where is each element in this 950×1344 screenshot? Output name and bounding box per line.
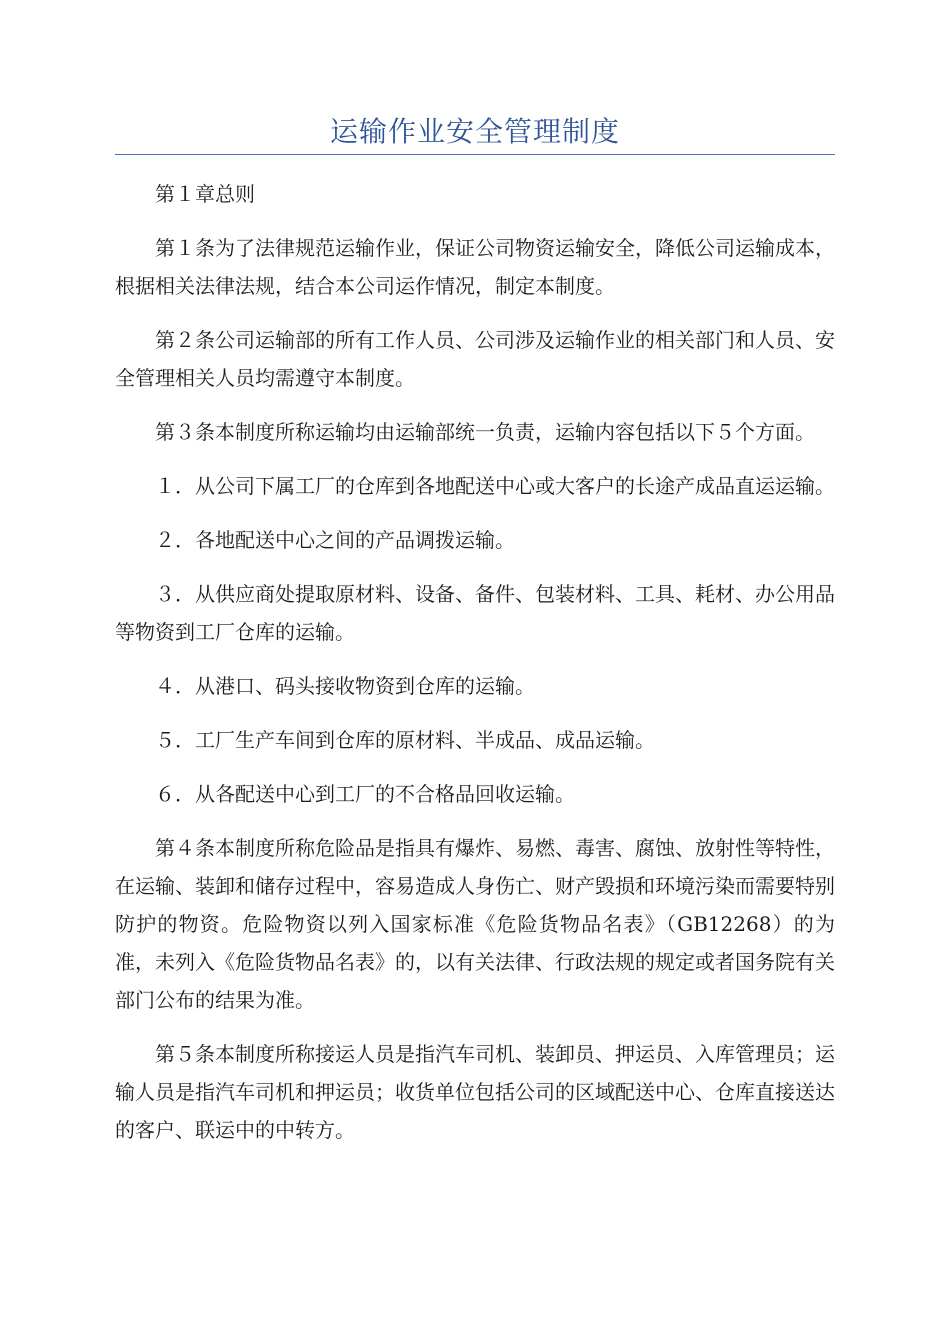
title-underline (115, 154, 835, 155)
article-4: 第４条本制度所称危险品是指具有爆炸、易燃、毒害、腐蚀、放射性等特性，在运输、装卸和储存过程中，容易造成人身伤亡、财产毁损和环境污染而需要特别防护的物资。危险物资以列入国家标准《危险货物品名表》（GB12268）的为准，未列入《危险货物品名表》的，以有关法律、行政法规的规定或者国务院有关部门公布的结果为准。 (115, 836, 835, 1012)
list-item-3: ３．从供应商处提取原材料、设备、备件、包装材料、工具、耗材、办公用品等物资到工厂仓库的运输。 (115, 582, 835, 644)
document-title: 运输作业安全管理制度 (329, 115, 620, 148)
article-2: 第２条公司运输部的所有工作人员、公司涉及运输作业的相关部门和人员、安全管理相关人员均需遵守本制度。 (115, 328, 835, 390)
list-item-6: ６．从各配送中心到工厂的不合格品回收运输。 (155, 782, 575, 806)
document-body (115, 175, 835, 1165)
chapter-heading: 第１章总则 (155, 182, 255, 206)
list-item-1: １．从公司下属工厂的仓库到各地配送中心或大客户的长途产成品直运运输。 (155, 474, 835, 498)
list-item-2: ２．各地配送中心之间的产品调拨运输。 (155, 528, 515, 552)
list-item-5: ５．工厂生产车间到仓库的原材料、半成品、成品运输。 (155, 728, 655, 752)
list-item-4: ４．从港口、码头接收物资到仓库的运输。 (155, 674, 535, 698)
article-1: 第１条为了法律规范运输作业，保证公司物资运输安全，降低公司运输成本，根据相关法律法规，结合本公司运作情况，制定本制度。 (115, 236, 835, 298)
article-3: 第３条本制度所称运输均由运输部统一负责，运输内容包括以下５个方面。 (155, 420, 815, 444)
article-5: 第５条本制度所称接运人员是指汽车司机、装卸员、押运员、入库管理员；运输人员是指汽车司机和押运员；收货单位包括公司的区域配送中心、仓库直接送达的客户、联运中的中转方。 (115, 1042, 835, 1142)
